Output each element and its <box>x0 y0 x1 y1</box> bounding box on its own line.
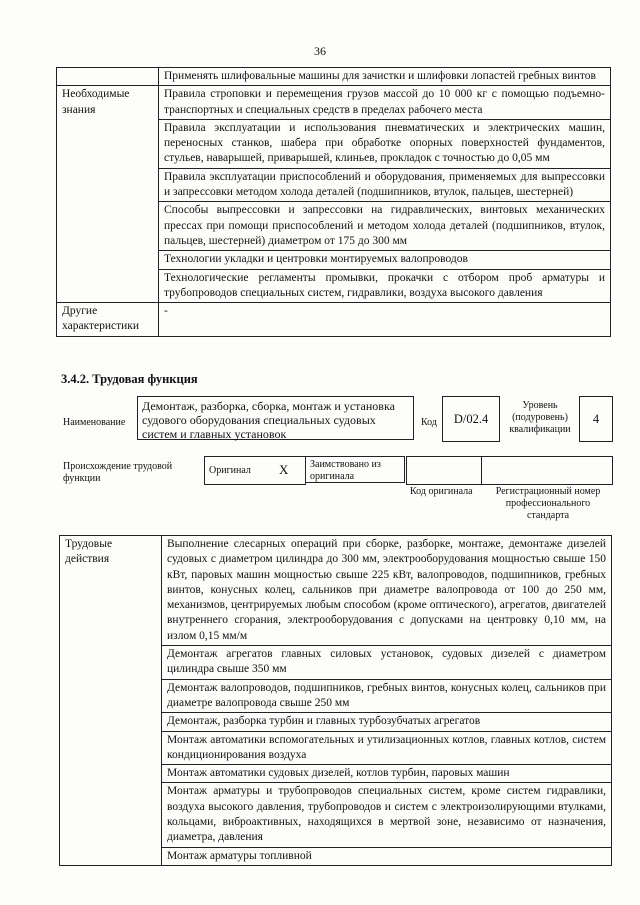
section-title: 3.4.2. Трудовая функция <box>61 372 198 386</box>
table-cell: Монтаж автоматики вспомогательных и утилизационных котлов, главных котлов, систем кондиционирования воздуха <box>162 731 612 765</box>
code-original-label: Код оригинала <box>410 486 473 497</box>
table-cell: Монтаж автоматики судовых дизелей, котлов турбин, паровых машин <box>162 765 612 783</box>
reg-number-label: Регистрационный номер профессионального стандарта <box>495 486 601 521</box>
table-cell: Правила строповки и перемещения грузов массой до 10 000 кг с помощью подъемно-транспортных и специальных средств в пределах рабочего места <box>159 86 611 120</box>
name-label: Наименование <box>63 417 126 428</box>
original-cell <box>204 456 306 485</box>
code-original-cell <box>406 456 482 485</box>
table-cell: Способы выпрессовки и запрессовки на гидравлических, винтовых механических прессах при помощи приспособлений и методом холода деталей (подшипников, втулок, пальцев, шестерней) диаметром от 175 до 300 мм <box>159 202 611 251</box>
row-label: Необходимые знания <box>57 86 159 303</box>
borrowed-cell: Заимствовано из оригинала <box>305 456 405 483</box>
row-label: Трудовые действия <box>60 536 162 866</box>
table-cell: Правила эксплуатации и использования пневматических и электрических машин, переносных станков, шабера при обработке опорных поверхностей фундаментов, стульев, наварышей, приварышей, клиньев, прокладок с точностью до 0,05 мм <box>159 119 611 168</box>
table-row <box>60 536 612 646</box>
page-number: 36 <box>314 44 326 58</box>
table-row <box>57 86 611 120</box>
table-cell: - <box>159 303 611 337</box>
origin-label: Происхождение трудовой функции <box>63 461 173 484</box>
table-cell: Демонтаж, разборка турбин и главных турбозубчатых агрегатов <box>162 713 612 731</box>
level-label: Уровень (подуровень) квалификации <box>509 400 571 435</box>
table-row <box>57 68 611 86</box>
table-cell: Демонтаж валопроводов, подшипников, гребных винтов, конусных колец, сальников при диаметре валопровода свыше 250 мм <box>162 679 612 713</box>
function-name: Демонтаж, разборка, сборка, монтаж и установка судового оборудования специальных судовых систем и главных установок <box>137 396 414 440</box>
table-cell: Применять шлифовальные машины для зачистки и шлифовки лопастей гребных винтов <box>159 68 611 86</box>
table-cell: Технологические регламенты промывки, прокачки с отбором проб арматуры и трубопроводов специальных систем, гидравлики, воздуха высокого давления <box>159 269 611 303</box>
reg-number-cell <box>481 456 613 485</box>
table-row <box>57 303 611 337</box>
original-label: Оригинал <box>209 465 251 476</box>
knowledge-table <box>56 67 611 337</box>
labor-actions-table <box>59 535 612 866</box>
function-code: D/02.4 <box>442 396 500 442</box>
table-cell: Монтаж арматуры топливной <box>162 847 612 865</box>
table-cell: Выполнение слесарных операций при сборке, разборке, монтаже, демонтаже дизелей судовых с диаметром цилиндра до 300 мм, электрооборудования мощностью свыше 150 кВт, паровых машин мощностью свыше 225 кВт, валопроводов, подшипников, гребных винтов, конусных колец, сальников при диаметре валопровода от 100 до 250 мм, механизмов, центрируемых любым способом (кроме оптического), агрегатов, двигателей внутреннего сгорания, электрооборудования с допусками на центровку 0,10 мм, на излом 0,15 мм/м <box>162 536 612 646</box>
table-cell: Монтаж арматуры и трубопроводов специальных систем, кроме систем гидравлики, воздуха высокого давления, трубопроводов и систем с электроизолирующими втулками, кольцами, виброактивных, находящихся в мертвой зоне, независимо от назначения, диаметра, давления <box>162 783 612 847</box>
row-label: Другие характеристики <box>57 303 159 337</box>
row-label <box>57 68 159 86</box>
code-label: Код <box>421 417 437 428</box>
table-cell: Демонтаж агрегатов главных силовых установок, судовых дизелей с диаметром цилиндра свыше 350 мм <box>162 646 612 680</box>
table-cell: Технологии укладки и центровки монтируемых валопроводов <box>159 251 611 269</box>
original-mark: X <box>279 462 289 477</box>
table-cell: Правила эксплуатации приспособлений и оборудования, применяемых для выпрессовки и запрессовки методом холода деталей (подшипников, втулок, пальцев, шестерней) <box>159 168 611 202</box>
qualification-level: 4 <box>579 396 613 442</box>
